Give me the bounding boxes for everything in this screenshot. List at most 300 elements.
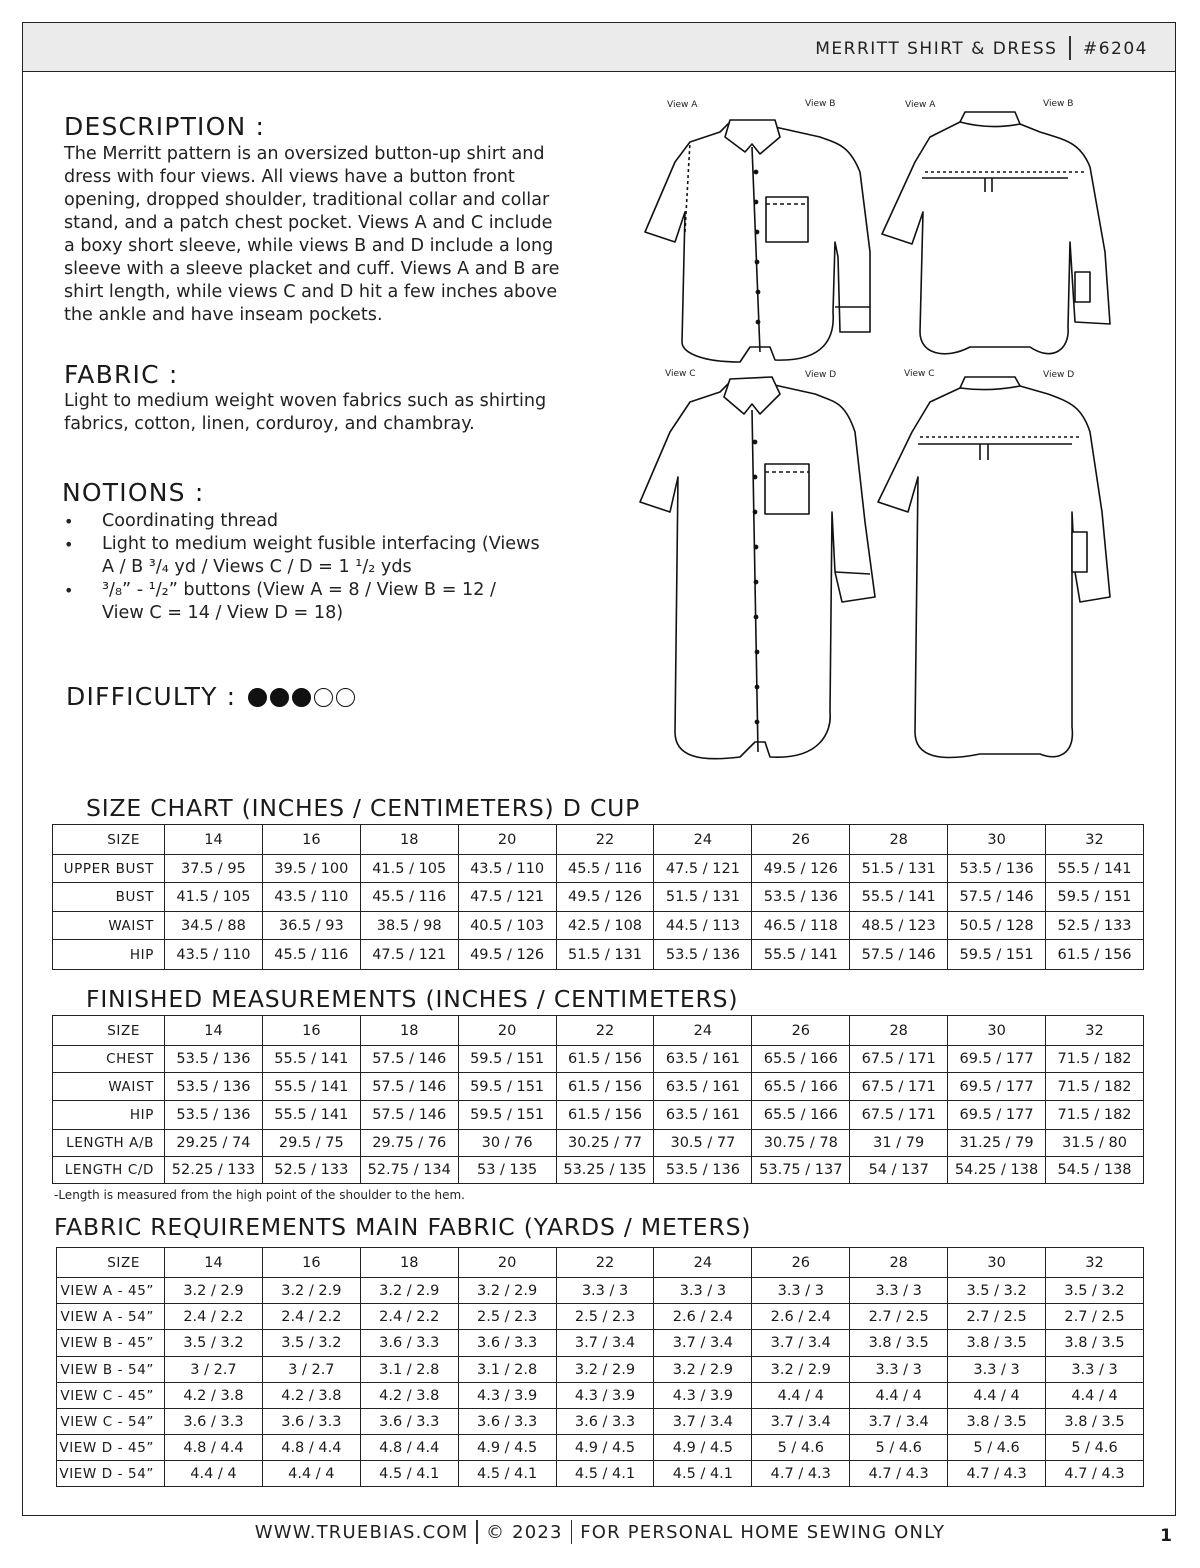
size-column-header: 28 [850, 825, 948, 855]
table-cell: 67.5 / 171 [850, 1101, 948, 1130]
table-cell: 4.4 / 4 [165, 1461, 263, 1487]
fabric-requirements-table [56, 1247, 1144, 1487]
table-cell: 4.4 / 4 [752, 1383, 850, 1409]
table-cell: 4.4 / 4 [1046, 1383, 1144, 1409]
size-column-header: 30 [948, 1016, 1046, 1046]
size-header: SIZE [57, 1248, 165, 1278]
table-cell: 3.3 / 3 [948, 1357, 1046, 1383]
table-cell: 4.5 / 4.1 [556, 1461, 654, 1487]
fabric-text [64, 390, 604, 436]
table-cell: 3.7 / 3.4 [752, 1409, 850, 1435]
table-cell: 45.5 / 116 [360, 883, 458, 912]
row-label: VIEW C - 54” [57, 1409, 165, 1435]
table-cell: 50.5 / 128 [948, 912, 1046, 940]
table-cell: 69.5 / 177 [948, 1073, 1046, 1101]
table-header-row [53, 825, 1144, 855]
table-cell: 55.5 / 141 [752, 940, 850, 970]
website-link[interactable]: WWW.TRUEBIAS.COM [254, 1522, 469, 1543]
table-cell: 47.5 / 121 [458, 883, 556, 912]
table-cell: 31 / 79 [850, 1130, 948, 1157]
table-row [57, 1304, 1144, 1330]
table-cell: 3.3 / 3 [1046, 1357, 1144, 1383]
table-row [53, 940, 1144, 970]
text-line: a boxy short sleeve, while views B and D include a long [64, 236, 554, 256]
table-cell: 53.5 / 136 [654, 1157, 752, 1184]
table-cell: 65.5 / 166 [752, 1101, 850, 1130]
text-line: stand, and a patch chest pocket. Views A and C include [64, 213, 553, 233]
table-cell: 55.5 / 141 [262, 1046, 360, 1073]
size-column-header: 30 [948, 825, 1046, 855]
table-row [53, 1101, 1144, 1130]
table-cell: 3.3 / 3 [850, 1278, 948, 1304]
difficulty-dot-empty [314, 688, 333, 707]
table-cell: 55.5 / 141 [850, 883, 948, 912]
table-cell: 3.2 / 2.9 [262, 1278, 360, 1304]
row-label: VIEW C - 45” [57, 1383, 165, 1409]
notion-item [64, 579, 584, 625]
table-cell: 63.5 / 161 [654, 1073, 752, 1101]
table-cell: 2.4 / 2.2 [262, 1304, 360, 1330]
table-cell: 69.5 / 177 [948, 1101, 1046, 1130]
footer-divider [476, 1520, 478, 1544]
table-cell: 2.7 / 2.5 [850, 1304, 948, 1330]
table-cell: 53.5 / 136 [165, 1101, 263, 1130]
table-cell: 36.5 / 93 [262, 912, 360, 940]
table-cell: 47.5 / 121 [654, 855, 752, 883]
table-cell: 52.5 / 133 [262, 1157, 360, 1184]
size-column-header: 16 [262, 1248, 360, 1278]
table-cell: 4.4 / 4 [262, 1461, 360, 1487]
table-cell: 55.5 / 141 [1046, 855, 1144, 883]
size-column-header: 22 [556, 1248, 654, 1278]
size-column-header: 26 [752, 1016, 850, 1046]
row-label: LENGTH A/B [53, 1130, 165, 1157]
table-row [57, 1330, 1144, 1357]
table-cell: 57.5 / 146 [360, 1101, 458, 1130]
view-label: View A [905, 100, 936, 110]
size-column-header: 16 [262, 1016, 360, 1046]
size-chart-title: SIZE CHART (INCHES / CENTIMETERS) D CUP [86, 794, 641, 822]
view-label: View C [665, 369, 696, 379]
row-label: HIP [53, 1101, 165, 1130]
text-line: shirt length, while views C and D hit a few inches above [64, 282, 558, 302]
table-cell: 57.5 / 146 [360, 1046, 458, 1073]
size-column-header: 20 [458, 1248, 556, 1278]
table-cell: 57.5 / 146 [850, 940, 948, 970]
table-cell: 3.6 / 3.3 [360, 1409, 458, 1435]
table-cell: 30.25 / 77 [556, 1130, 654, 1157]
table-cell: 41.5 / 105 [165, 883, 263, 912]
table-cell: 4.3 / 3.9 [556, 1383, 654, 1409]
table-cell: 4.9 / 4.5 [458, 1435, 556, 1461]
table-cell: 5 / 4.6 [752, 1435, 850, 1461]
table-cell: 52.5 / 133 [1046, 912, 1144, 940]
text-line: Light to medium weight woven fabrics such as shirting [64, 391, 547, 411]
row-label: VIEW A - 45” [57, 1278, 165, 1304]
table-cell: 41.5 / 105 [360, 855, 458, 883]
table-cell: 3.6 / 3.3 [458, 1330, 556, 1357]
table-cell: 4.8 / 4.4 [165, 1435, 263, 1461]
view-label: View B [1043, 99, 1074, 109]
table-cell: 5 / 4.6 [850, 1435, 948, 1461]
fabric-requirements-title: FABRIC REQUIREMENTS MAIN FABRIC (YARDS / METERS) [54, 1213, 752, 1241]
table-cell: 3.3 / 3 [556, 1278, 654, 1304]
table-cell: 48.5 / 123 [850, 912, 948, 940]
finished-measurements-title: FINISHED MEASUREMENTS (INCHES / CENTIMETERS) [86, 985, 739, 1013]
difficulty-label: DIFFICULTY : [66, 682, 237, 711]
table-cell: 49.5 / 126 [752, 855, 850, 883]
table-cell: 3.3 / 3 [752, 1278, 850, 1304]
table-cell: 2.5 / 2.3 [458, 1304, 556, 1330]
table-cell: 2.6 / 2.4 [752, 1304, 850, 1330]
size-column-header: 24 [654, 825, 752, 855]
table-cell: 3.3 / 3 [654, 1278, 752, 1304]
size-column-header: 14 [165, 1016, 263, 1046]
table-cell: 53 / 135 [458, 1157, 556, 1184]
view-label: View C [904, 369, 935, 379]
table-cell: 65.5 / 166 [752, 1046, 850, 1073]
description-text [64, 143, 604, 327]
table-cell: 4.5 / 4.1 [458, 1461, 556, 1487]
table-cell: 3.2 / 2.9 [654, 1357, 752, 1383]
table-cell: 51.5 / 131 [556, 940, 654, 970]
table-cell: 67.5 / 171 [850, 1073, 948, 1101]
table-cell: 53.5 / 136 [165, 1073, 263, 1101]
size-header: SIZE [53, 825, 165, 855]
table-cell: 4.8 / 4.4 [360, 1435, 458, 1461]
text-line: dress with four views. All views have a button front [64, 167, 515, 187]
difficulty-dot-empty [336, 688, 355, 707]
table-cell: 3.2 / 2.9 [556, 1357, 654, 1383]
table-cell: 67.5 / 171 [850, 1046, 948, 1073]
text-line: opening, dropped shoulder, traditional collar and collar [64, 190, 550, 210]
table-cell: 29.5 / 75 [262, 1130, 360, 1157]
difficulty-dots [248, 688, 355, 707]
table-cell: 4.3 / 3.9 [458, 1383, 556, 1409]
row-label: VIEW D - 54” [57, 1461, 165, 1487]
table-cell: 37.5 / 95 [165, 855, 263, 883]
table-cell: 59.5 / 151 [458, 1073, 556, 1101]
table-cell: 3 / 2.7 [165, 1357, 263, 1383]
table-cell: 57.5 / 146 [360, 1073, 458, 1101]
table-cell: 54.5 / 138 [1046, 1157, 1144, 1184]
table-cell: 55.5 / 141 [262, 1101, 360, 1130]
table-cell: 4.2 / 3.8 [262, 1383, 360, 1409]
shirt-back-illustration [882, 112, 1110, 354]
table-cell: 53.5 / 136 [165, 1046, 263, 1073]
table-cell: 31.5 / 80 [1046, 1130, 1144, 1157]
table-cell: 71.5 / 182 [1046, 1101, 1144, 1130]
table-cell: 61.5 / 156 [1046, 940, 1144, 970]
table-cell: 43.5 / 110 [262, 883, 360, 912]
row-label: VIEW A - 54” [57, 1304, 165, 1330]
table-cell: 4.5 / 4.1 [360, 1461, 458, 1487]
table-row [53, 1130, 1144, 1157]
table-cell: 3.5 / 3.2 [165, 1330, 263, 1357]
text-line: the ankle and have inseam pockets. [64, 305, 383, 325]
table-cell: 4.8 / 4.4 [262, 1435, 360, 1461]
table-cell: 2.4 / 2.2 [360, 1304, 458, 1330]
table-header-row [57, 1248, 1144, 1278]
table-cell: 39.5 / 100 [262, 855, 360, 883]
row-label: VIEW B - 54” [57, 1357, 165, 1383]
table-cell: 3.2 / 2.9 [360, 1278, 458, 1304]
table-cell: 3.8 / 3.5 [850, 1330, 948, 1357]
view-label: View A [667, 100, 698, 110]
table-row [57, 1435, 1144, 1461]
row-label: BUST [53, 883, 165, 912]
table-cell: 3.6 / 3.3 [165, 1409, 263, 1435]
table-cell: 65.5 / 166 [752, 1073, 850, 1101]
table-cell: 45.5 / 116 [556, 855, 654, 883]
notion-item [64, 510, 584, 533]
table-cell: 49.5 / 126 [556, 883, 654, 912]
table-cell: 4.7 / 4.3 [752, 1461, 850, 1487]
table-cell: 2.4 / 2.2 [165, 1304, 263, 1330]
table-cell: 3.7 / 3.4 [654, 1409, 752, 1435]
table-cell: 5 / 4.6 [948, 1435, 1046, 1461]
length-footnote: -Length is measured from the high point of the shoulder to the hem. [54, 1188, 465, 1202]
text-line: sleeve with a sleeve placket and cuff. Views A and B are [64, 259, 560, 279]
table-cell: 30.5 / 77 [654, 1130, 752, 1157]
view-label: View D [1043, 370, 1075, 380]
size-column-header: 26 [752, 825, 850, 855]
table-cell: 3.6 / 3.3 [458, 1409, 556, 1435]
notion-text: • Light to medium weight fusible interfacing (Views [102, 534, 540, 554]
table-cell: 71.5 / 182 [1046, 1046, 1144, 1073]
table-cell: 3.2 / 2.9 [752, 1357, 850, 1383]
table-cell: 2.6 / 2.4 [654, 1304, 752, 1330]
table-cell: 4.9 / 4.5 [654, 1435, 752, 1461]
table-cell: 59.5 / 151 [458, 1046, 556, 1073]
table-cell: 61.5 / 156 [556, 1101, 654, 1130]
table-cell: 52.25 / 133 [165, 1157, 263, 1184]
table-cell: 4.7 / 4.3 [948, 1461, 1046, 1487]
table-cell: 42.5 / 108 [556, 912, 654, 940]
text-line: fabrics, cotton, linen, corduroy, and chambray. [64, 414, 475, 434]
row-label: VIEW B - 45” [57, 1330, 165, 1357]
size-column-header: 14 [165, 825, 263, 855]
table-cell: 3.2 / 2.9 [165, 1278, 263, 1304]
size-column-header: 22 [556, 825, 654, 855]
table-cell: 3.6 / 3.3 [556, 1409, 654, 1435]
table-cell: 43.5 / 110 [165, 940, 263, 970]
difficulty-dot-filled [292, 688, 311, 707]
table-cell: 53.5 / 136 [948, 855, 1046, 883]
notion-text: View C = 14 / View D = 18) [102, 603, 344, 623]
table-cell: 3.8 / 3.5 [948, 1330, 1046, 1357]
table-cell: 59.5 / 151 [458, 1101, 556, 1130]
table-cell: 40.5 / 103 [458, 912, 556, 940]
table-cell: 61.5 / 156 [556, 1073, 654, 1101]
table-cell: 52.75 / 134 [360, 1157, 458, 1184]
table-cell: 3.5 / 3.2 [1046, 1278, 1144, 1304]
table-cell: 4.2 / 3.8 [165, 1383, 263, 1409]
table-cell: 3.7 / 3.4 [850, 1409, 948, 1435]
table-cell: 3.1 / 2.8 [458, 1357, 556, 1383]
row-label: UPPER BUST [53, 855, 165, 883]
table-cell: 3.6 / 3.3 [360, 1330, 458, 1357]
footer [0, 1520, 1200, 1544]
table-cell: 61.5 / 156 [556, 1046, 654, 1073]
table-cell: 46.5 / 118 [752, 912, 850, 940]
notion-text: A / B ³/₄ yd / Views C / D = 1 ¹/₂ yds [102, 557, 412, 577]
table-cell: 49.5 / 126 [458, 940, 556, 970]
text-line: The Merritt pattern is an oversized button-up shirt and [64, 144, 545, 164]
size-column-header: 28 [850, 1248, 948, 1278]
size-column-header: 18 [360, 1248, 458, 1278]
difficulty-dot-filled [270, 688, 289, 707]
table-cell: 5 / 4.6 [1046, 1435, 1144, 1461]
table-cell: 53.5 / 136 [752, 883, 850, 912]
technical-flats [620, 92, 1120, 812]
table-row [53, 1157, 1144, 1184]
table-cell: 3.7 / 3.4 [654, 1330, 752, 1357]
row-label: WAIST [53, 912, 165, 940]
table-row [57, 1278, 1144, 1304]
size-column-header: 20 [458, 1016, 556, 1046]
table-row [53, 1073, 1144, 1101]
description-heading: DESCRIPTION : [64, 112, 266, 141]
table-cell: 3.6 / 3.3 [262, 1409, 360, 1435]
table-cell: 29.25 / 74 [165, 1130, 263, 1157]
table-row [53, 1046, 1144, 1073]
table-row [53, 883, 1144, 912]
notion-item [64, 533, 584, 579]
size-column-header: 24 [654, 1016, 752, 1046]
table-cell: 51.5 / 131 [850, 855, 948, 883]
view-label: View B [805, 99, 836, 109]
notions-list [64, 510, 584, 625]
table-cell: 53.5 / 136 [654, 940, 752, 970]
table-cell: 71.5 / 182 [1046, 1073, 1144, 1101]
table-cell: 3.8 / 3.5 [948, 1409, 1046, 1435]
table-cell: 63.5 / 161 [654, 1101, 752, 1130]
notions-heading: NOTIONS : [62, 478, 205, 507]
table-cell: 29.75 / 76 [360, 1130, 458, 1157]
table-cell: 53.25 / 135 [556, 1157, 654, 1184]
table-cell: 59.5 / 151 [1046, 883, 1144, 912]
table-cell: 3.7 / 3.4 [556, 1330, 654, 1357]
table-cell: 59.5 / 151 [948, 940, 1046, 970]
table-cell: 2.5 / 2.3 [556, 1304, 654, 1330]
table-cell: 4.9 / 4.5 [556, 1435, 654, 1461]
size-header: SIZE [53, 1016, 165, 1046]
finished-measurements-table [52, 1015, 1144, 1184]
table-cell: 4.3 / 3.9 [654, 1383, 752, 1409]
table-cell: 38.5 / 98 [360, 912, 458, 940]
size-column-header: 18 [360, 1016, 458, 1046]
table-cell: 4.7 / 4.3 [1046, 1461, 1144, 1487]
notion-text: • Coordinating thread [102, 511, 279, 531]
table-cell: 2.7 / 2.5 [948, 1304, 1046, 1330]
table-cell: 45.5 / 116 [262, 940, 360, 970]
page-number: 1 [1160, 1526, 1172, 1546]
footer-divider [571, 1520, 573, 1544]
table-cell: 4.4 / 4 [850, 1383, 948, 1409]
table-cell: 57.5 / 146 [948, 883, 1046, 912]
dress-front-illustration [640, 377, 875, 759]
difficulty-dot-filled [248, 688, 267, 707]
table-cell: 34.5 / 88 [165, 912, 263, 940]
pattern-number: #6204 [1082, 39, 1148, 59]
header-divider [1069, 36, 1071, 60]
notion-text: • ³/₈” - ¹/₂” buttons (View A = 8 / View B = 12 / [102, 580, 496, 600]
pattern-name: MERRITT SHIRT & DRESS [815, 39, 1058, 59]
table-cell: 3.8 / 3.5 [1046, 1330, 1144, 1357]
size-column-header: 30 [948, 1248, 1046, 1278]
table-cell: 53.75 / 137 [752, 1157, 850, 1184]
size-chart-table [52, 824, 1144, 970]
table-cell: 30.75 / 78 [752, 1130, 850, 1157]
table-cell: 69.5 / 177 [948, 1046, 1046, 1073]
table-row [57, 1409, 1144, 1435]
fabric-heading: FABRIC : [64, 360, 179, 389]
table-cell: 3.5 / 3.2 [948, 1278, 1046, 1304]
table-row [57, 1461, 1144, 1487]
table-cell: 4.4 / 4 [948, 1383, 1046, 1409]
size-column-header: 20 [458, 825, 556, 855]
table-cell: 4.5 / 4.1 [654, 1461, 752, 1487]
row-label: VIEW D - 45” [57, 1435, 165, 1461]
row-label: CHEST [53, 1046, 165, 1073]
size-column-header: 22 [556, 1016, 654, 1046]
copyright: © 2023 [485, 1522, 563, 1543]
size-column-header: 32 [1046, 1016, 1144, 1046]
view-label: View D [805, 370, 837, 380]
size-column-header: 32 [1046, 1248, 1144, 1278]
table-cell: 54.25 / 138 [948, 1157, 1046, 1184]
table-cell: 31.25 / 79 [948, 1130, 1046, 1157]
table-cell: 3.3 / 3 [850, 1357, 948, 1383]
table-cell: 3.8 / 3.5 [1046, 1409, 1144, 1435]
difficulty-rating [66, 682, 355, 711]
table-cell: 3.7 / 3.4 [752, 1330, 850, 1357]
table-cell: 2.7 / 2.5 [1046, 1304, 1144, 1330]
shirt-front-illustration [645, 120, 870, 362]
size-column-header: 32 [1046, 825, 1144, 855]
header-title [815, 36, 1148, 60]
table-cell: 51.5 / 131 [654, 883, 752, 912]
table-cell: 63.5 / 161 [654, 1046, 752, 1073]
table-cell: 30 / 76 [458, 1130, 556, 1157]
table-header-row [53, 1016, 1144, 1046]
table-cell: 3.5 / 3.2 [262, 1330, 360, 1357]
table-cell: 3 / 2.7 [262, 1357, 360, 1383]
table-cell: 44.5 / 113 [654, 912, 752, 940]
table-row [57, 1383, 1144, 1409]
table-row [53, 855, 1144, 883]
size-column-header: 16 [262, 825, 360, 855]
table-cell: 55.5 / 141 [262, 1073, 360, 1101]
size-column-header: 14 [165, 1248, 263, 1278]
table-cell: 47.5 / 121 [360, 940, 458, 970]
row-label: WAIST [53, 1073, 165, 1101]
table-cell: 3.2 / 2.9 [458, 1278, 556, 1304]
size-column-header: 26 [752, 1248, 850, 1278]
table-row [53, 912, 1144, 940]
table-cell: 43.5 / 110 [458, 855, 556, 883]
row-label: HIP [53, 940, 165, 970]
size-column-header: 24 [654, 1248, 752, 1278]
table-cell: 4.2 / 3.8 [360, 1383, 458, 1409]
table-row [57, 1357, 1144, 1383]
table-cell: 4.7 / 4.3 [850, 1461, 948, 1487]
row-label: LENGTH C/D [53, 1157, 165, 1184]
size-column-header: 28 [850, 1016, 948, 1046]
table-cell: 54 / 137 [850, 1157, 948, 1184]
table-cell: 3.1 / 2.8 [360, 1357, 458, 1383]
